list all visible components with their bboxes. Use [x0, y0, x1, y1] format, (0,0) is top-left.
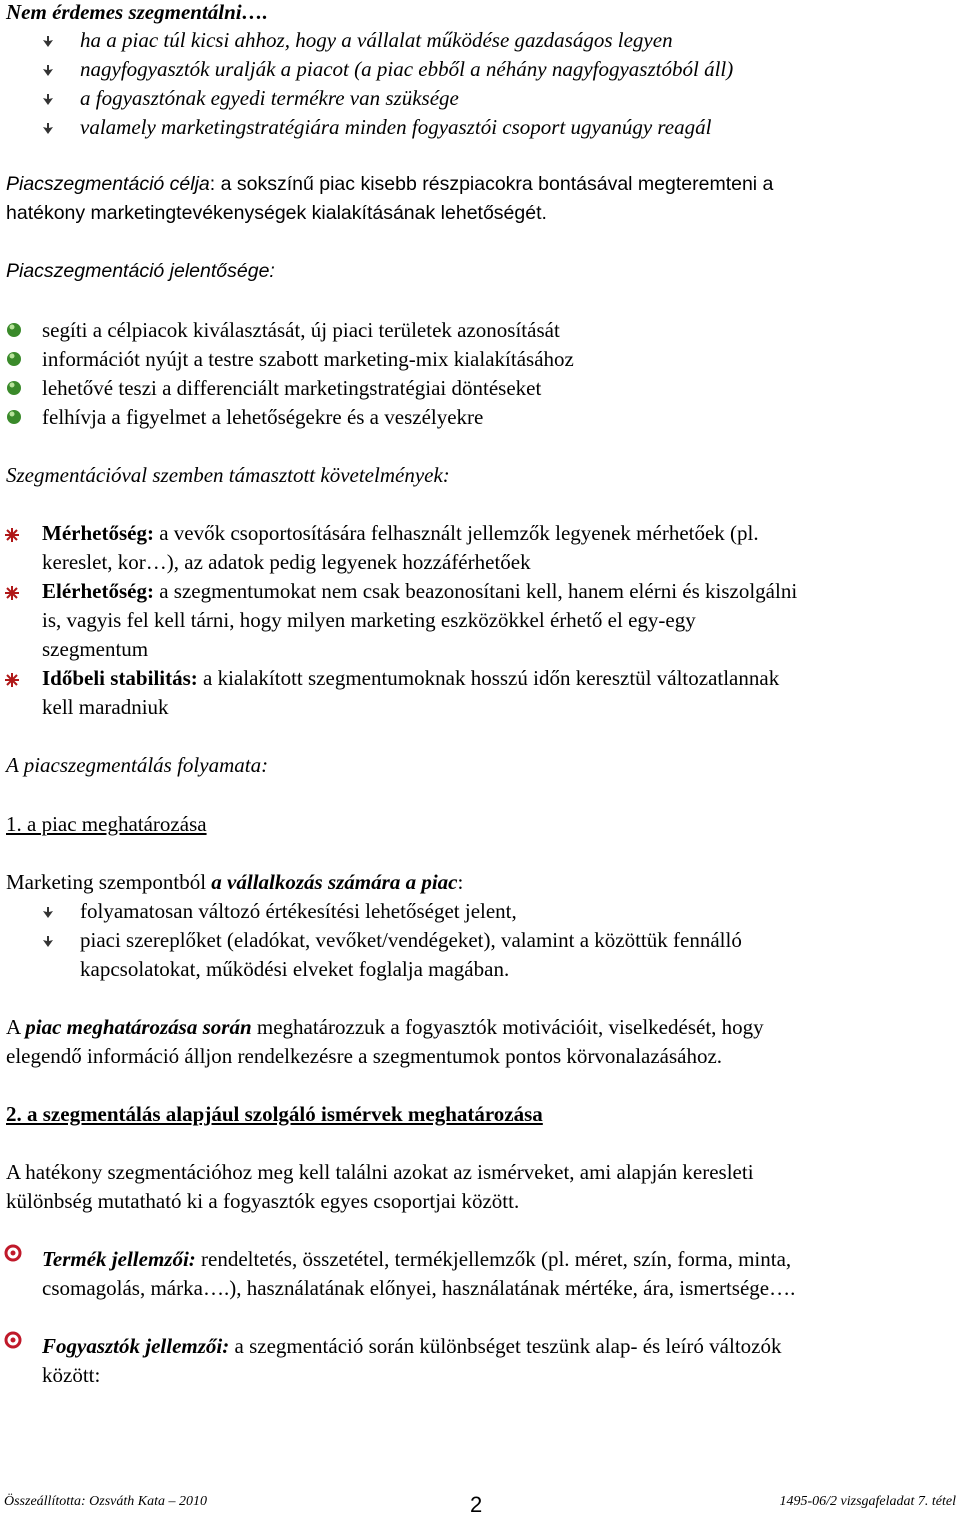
termek-label: Termék jellemzői:	[42, 1247, 196, 1271]
step2-paragraph: A hatékony szegmentációhoz meg kell találni azokat az ismérveket, ami alapján keresleti	[6, 1160, 754, 1184]
list-item: nagyfogyasztók uralják a piacot (a piac ebből a néhány nagyfogyasztóból áll)	[80, 57, 734, 81]
kovetelmenyek-heading: Szegmentációval szemben támasztott követelmények:	[6, 463, 450, 487]
elerhetoseg-label: Elérhetőség:	[42, 579, 154, 603]
stabilitas-line2: kell maradniuk	[42, 695, 169, 719]
fogyaszto-line2: között:	[42, 1363, 101, 1387]
red-ring-bullet-icon	[4, 1331, 22, 1349]
fogyaszto-label: Fogyasztók jellemzői:	[42, 1334, 230, 1358]
stabilitas-line	[42, 666, 779, 691]
list-item: valamely marketingstratégiára minden fogyasztói csoport ugyanúgy reagál	[80, 115, 712, 139]
termek-line2: csomagolás, márka….), használatának előnyei, használatának mértéke, ára, ismertsége….	[42, 1276, 796, 1300]
elerhetoseg-line2: is, vagyis fel kell tárni, hogy milyen marketing eszközökkel érhető el egy-egy	[42, 608, 696, 632]
merhetoseg-line	[42, 521, 759, 546]
step1-para-pre: A	[6, 1015, 26, 1039]
merhetoseg-line2: kereslet, kor…), az adatok pedig legyenek hozzáférhetőek	[42, 550, 531, 574]
list-item: segíti a célpiacok kiválasztását, új piaci területek azonosítását	[42, 318, 560, 342]
footer-exam-ref: 1495-06/2 vizsgafeladat 7. tétel	[779, 1494, 956, 1509]
elerhetoseg-line	[42, 579, 797, 604]
arrow-bullet-icon	[42, 65, 54, 77]
green-ball-bullet-icon	[6, 322, 22, 338]
page-number: 2	[470, 1492, 483, 1517]
green-ball-bullet-icon	[6, 380, 22, 396]
elerhetoseg-line3: szegmentum	[42, 637, 149, 661]
step2-heading: 2. a szegmentálás alapjául szolgáló ismérvek meghatározása	[6, 1102, 543, 1126]
celja-text-line2: hatékony marketingtevékenységek kialakításának lehetőségét.	[6, 202, 547, 224]
step1-intro-pre: Marketing szempontból	[6, 870, 212, 894]
fogyaszto-line	[42, 1334, 781, 1359]
footer-author: Összeállította: Ozsváth Kata – 2010	[4, 1494, 208, 1509]
step1-item1: folyamatosan változó értékesítési lehetőséget jelent,	[80, 899, 517, 923]
arrow-bullet-icon	[42, 94, 54, 106]
step1-para-text: meghatározzuk a fogyasztók motivációit, viselkedését, hogy	[251, 1015, 764, 1039]
step1-intro-post: :	[457, 870, 464, 894]
step1-item2-line2: kapcsolatokat, működési elveket foglalja magában.	[80, 957, 510, 981]
stabilitas-text: a kialakított szegmentumoknak hosszú időn keresztül változatlannak	[197, 666, 780, 690]
termek-line	[42, 1247, 791, 1272]
red-ring-bullet-icon	[4, 1244, 22, 1262]
elerhetoseg-text: a szegmentumokat nem csak beazonosítani kell, hanem elérni és kiszolgálni	[153, 579, 798, 603]
arrow-bullet-icon	[42, 936, 54, 948]
folyamat-heading: A piacszegmentálás folyamata:	[6, 753, 269, 777]
list-item: felhívja a figyelmet a lehetőségekre és a veszélyekre	[42, 405, 484, 429]
merhetoseg-label: Mérhetőség:	[42, 521, 154, 545]
list-item: információt nyújt a testre szabott marketing-mix kialakításához	[42, 347, 574, 371]
red-star-bullet-icon	[4, 672, 20, 688]
list-item: a fogyasztónak egyedi termékre van szüksége	[80, 86, 459, 110]
list-item: ha a piac túl kicsi ahhoz, hogy a vállalat működése gazdaságos legyen	[80, 28, 673, 52]
termek-text: rendeltetés, összetétel, termékjellemzők (pl. méret, szín, forma, minta,	[195, 1247, 792, 1271]
fogyaszto-text: a szegmentáció során különbséget teszünk alap- és leíró változók	[229, 1334, 782, 1358]
arrow-bullet-icon	[42, 123, 54, 135]
celja-text: : a sokszínű piac kisebb részpiacokra bontásával megteremteni a	[209, 173, 774, 195]
step1-heading: 1. a piac meghatározása	[6, 812, 207, 836]
step1-para-em: piac meghatározása során	[25, 1015, 252, 1039]
list-item: lehetővé teszi a differenciált marketingstratégiai döntéseket	[42, 376, 542, 400]
green-ball-bullet-icon	[6, 409, 22, 425]
heading-nem-erdemes: Nem érdemes szegmentálni….	[6, 0, 268, 24]
step1-paragraph-line2: elegendő információ álljon rendelkezésre a szegmentumok pontos körvonalazásához.	[6, 1044, 723, 1068]
merhetoseg-text: a vevők csoportosítására felhasznált jellemzők legyenek mérhetőek (pl.	[153, 521, 759, 545]
jelentosege-heading: Piacszegmentáció jelentősége:	[6, 260, 275, 282]
stabilitas-label: Időbeli stabilitás:	[42, 666, 198, 690]
celja-label: Piacszegmentáció célja	[6, 173, 210, 195]
red-star-bullet-icon	[4, 585, 20, 601]
arrow-bullet-icon	[42, 907, 54, 919]
step1-intro-em: a vállalkozás számára a piac	[211, 870, 458, 894]
step1-item2: piaci szereplőket (eladókat, vevőket/vendégeket), valamint a közöttük fennálló	[80, 928, 742, 952]
red-star-bullet-icon	[4, 527, 20, 543]
step1-intro	[6, 870, 463, 895]
arrow-bullet-icon	[42, 36, 54, 48]
celja-paragraph	[6, 173, 773, 196]
green-ball-bullet-icon	[6, 351, 22, 367]
step2-paragraph-line2: különbség mutatható ki a fogyasztók egyes csoportjai között.	[6, 1189, 520, 1213]
step1-paragraph	[6, 1015, 764, 1040]
